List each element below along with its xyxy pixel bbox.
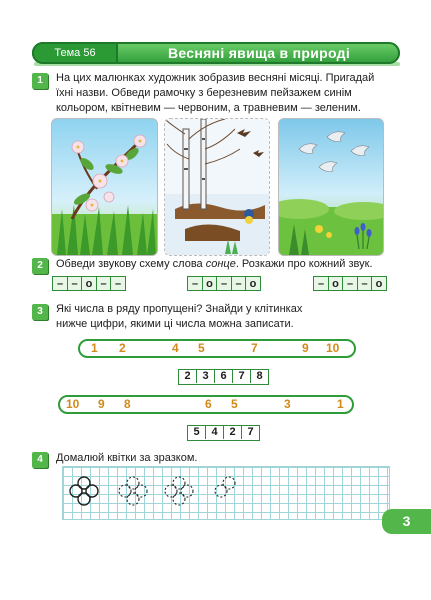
- scheme-cell: –: [52, 276, 68, 291]
- row2-number: 1: [337, 397, 344, 411]
- sound-scheme-1[interactable]: [52, 276, 125, 291]
- task-3-number: 3: [32, 304, 48, 320]
- scheme-cell: о: [81, 276, 97, 291]
- scheme-cell: –: [357, 276, 373, 291]
- row2-number: 9: [98, 397, 105, 411]
- scheme-cell: о: [328, 276, 344, 291]
- sound-scheme-3[interactable]: [313, 276, 386, 291]
- page-number: 3: [382, 509, 431, 534]
- birch-snow-illustration: [165, 119, 269, 255]
- row1-number: 2: [119, 341, 126, 355]
- flower-pattern-icon: [62, 466, 388, 518]
- task-2-number: 2: [32, 258, 48, 274]
- scheme-cell: о: [371, 276, 387, 291]
- task-3-text: Які числа в ряду пропущені? Знайди у клітинках нижче цифри, якими ці числа можна записати.: [56, 303, 303, 330]
- row2-number: 8: [124, 397, 131, 411]
- sound-scheme-2[interactable]: [187, 276, 260, 291]
- scheme-cell: о: [245, 276, 261, 291]
- task-4-text: Домалюй квітки за зразком.: [56, 452, 198, 464]
- geese-meadow-illustration: [279, 119, 383, 255]
- digit-cell: 5: [188, 426, 206, 439]
- digit-box-1[interactable]: [178, 369, 269, 385]
- row1-number: 7: [251, 341, 258, 355]
- scheme-cell: –: [313, 276, 329, 291]
- scheme-cell: –: [231, 276, 247, 291]
- scheme-cell: –: [342, 276, 358, 291]
- digit-cell: 3: [197, 370, 215, 383]
- digit-cell: 7: [233, 370, 251, 383]
- task-2-word: сонце: [205, 258, 236, 270]
- flowering-branch-illustration: [52, 119, 157, 255]
- scheme-cell: –: [96, 276, 112, 291]
- digit-cell: 6: [215, 370, 233, 383]
- april-landscape-picture[interactable]: [164, 118, 270, 256]
- topic-number: Тема 56: [32, 42, 118, 64]
- page-title: Весняні явища в природі: [167, 45, 351, 61]
- row1-number: 1: [91, 341, 98, 355]
- digit-box-2[interactable]: [187, 425, 260, 441]
- topic-header: [32, 42, 400, 64]
- task-1-number: 1: [32, 73, 48, 89]
- scheme-cell: о: [202, 276, 218, 291]
- task-4-number: 4: [32, 452, 48, 468]
- march-landscape-picture[interactable]: [51, 118, 158, 256]
- row2-number: 5: [231, 397, 238, 411]
- digit-cell: 4: [206, 426, 224, 439]
- task-2-text: [56, 257, 396, 272]
- scheme-cell: –: [216, 276, 232, 291]
- digit-cell: 2: [179, 370, 197, 383]
- row2-number: 3: [284, 397, 291, 411]
- digit-cell: 2: [224, 426, 242, 439]
- task-2-text-after: . Розкажи про кожний звук.: [235, 258, 373, 270]
- row2-number: 6: [205, 397, 212, 411]
- scheme-cell: –: [67, 276, 83, 291]
- row2-number: 10: [66, 397, 80, 411]
- digit-cell: 8: [256, 370, 263, 382]
- task-1-text: На цих малюнках художник зобразив весняні місяці. Пригадай їхні назви. Обведи рамочку з березневим пейзажем синім кольором, квітневим — червоним, а травневим — зеленим.: [56, 72, 375, 114]
- row1-number: 9: [302, 341, 309, 355]
- may-landscape-picture[interactable]: [278, 118, 384, 256]
- scheme-cell: –: [110, 276, 126, 291]
- row1-number: 10: [326, 341, 340, 355]
- task-2-text-before: Обведи звукову схему слова: [56, 258, 206, 270]
- row1-number: 5: [198, 341, 205, 355]
- scheme-cell: –: [187, 276, 203, 291]
- digit-cell: 7: [247, 426, 254, 438]
- row1-number: 4: [172, 341, 179, 355]
